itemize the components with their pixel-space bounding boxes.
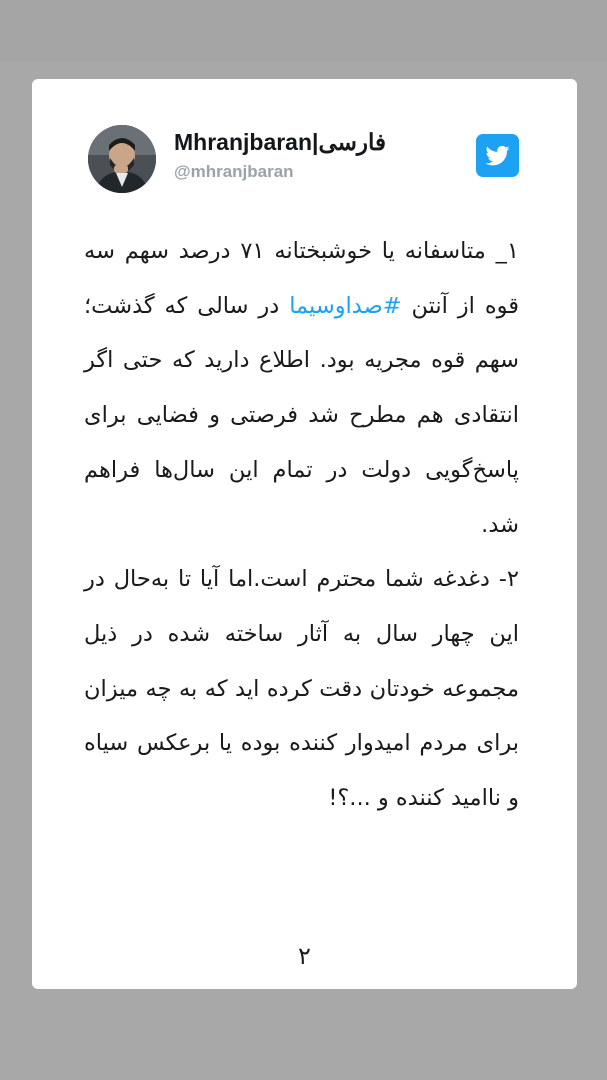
tweet-paragraph-1 [84, 224, 519, 552]
hashtag-link[interactable]: #صداوسیما [289, 292, 402, 319]
display-name-line [174, 129, 386, 156]
twitter-bird-icon [476, 134, 519, 177]
paragraph-1-end: در سالی که گذشت؛سهم قوه مجریه بود. اطلاع دارید که حتی اگر انتقادی هم مطرح شد فرصتی و فضایی برای پاسخ‌گویی دولت در تمام این سال‌ها فراهم شد. [84, 292, 519, 538]
top-band [0, 0, 607, 62]
page-number: ۲ [298, 942, 311, 970]
tweet-card [32, 79, 577, 989]
paragraph-1-start: ۱_ متاسفانه یا خوشبختانه ۷۱ درصد سهم سه قوه از آنتن [84, 238, 519, 319]
avatar[interactable] [88, 125, 156, 193]
name-separator: | [312, 129, 319, 155]
twitter-logo-badge [476, 134, 519, 177]
user-handle[interactable]: @mhranjbaran [174, 162, 294, 181]
tweet-text [84, 224, 519, 826]
avatar-photo-icon [88, 125, 156, 193]
display-name[interactable]: Mhranjbaran [174, 129, 313, 155]
tweet-paragraph-2: ۲- دغدغه شما محترم است.اما آیا تا به‌حال در این چهار سال به آثار ساخته شده در ذیل مجموعه خودتان دقت کرده اید که به چه میزان برای مردم امیدوار کننده بوده یا برعکس سیاه و ناامید کننده و ...؟! [84, 566, 519, 812]
language-label: فارسی [318, 129, 387, 155]
tweet-header [88, 125, 518, 195]
